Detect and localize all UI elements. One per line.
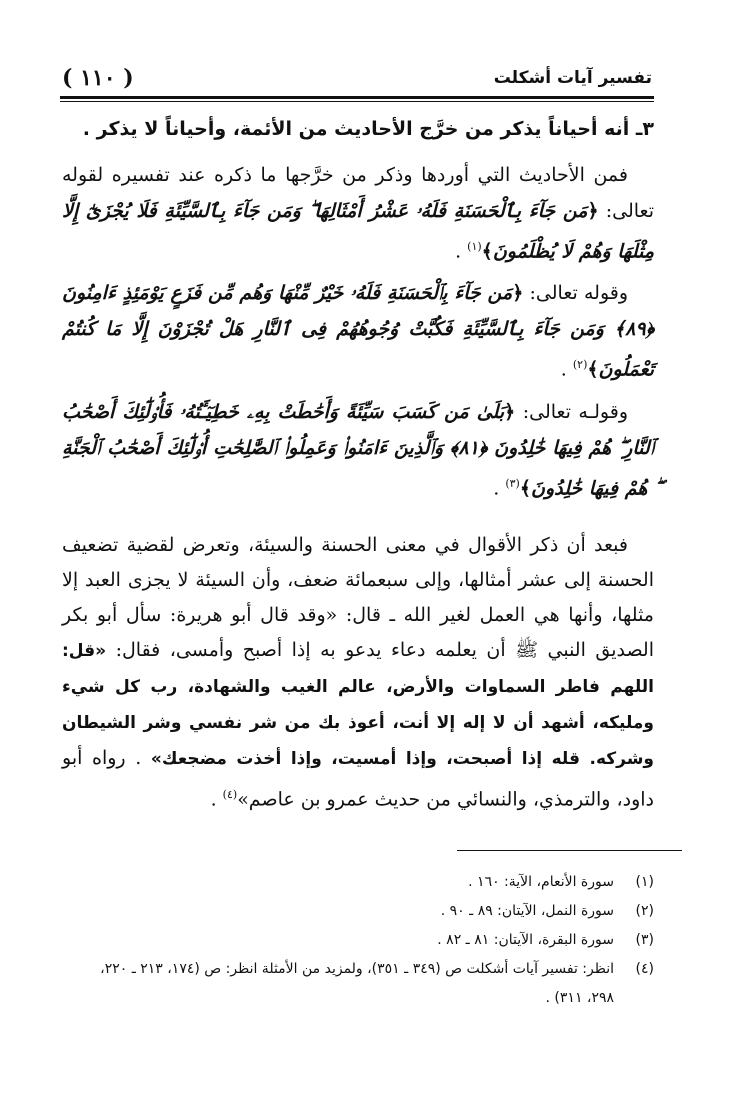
paragraph-2 (62, 275, 654, 387)
paragraph-2-intro: وقوله تعالى: (529, 282, 629, 305)
footnote-separator (457, 850, 682, 851)
paragraph-4 (62, 528, 654, 817)
header-rule-thin (60, 101, 654, 102)
section-heading: ٣ـ أنه أحياناً يذكر من خرَّج الأحاديث من الأئمة، وأحياناً لا يذكر . (82, 118, 654, 140)
verse-close-bracket: ﴾ (587, 358, 599, 381)
footnote-ref-3: (٣) (505, 476, 520, 490)
footnote-number: (٤) (635, 961, 654, 977)
paragraph-1 (62, 157, 654, 269)
footnote-ref-4: (٤) (222, 787, 238, 801)
paragraph-1-end: . (455, 240, 468, 263)
footnote-text: سورة الأنعام، الآية: ١٦٠ . (468, 874, 614, 890)
footnote-number: (٣) (635, 932, 654, 948)
quran-verse-2: مَن جَآءَ بِٱلْحَسَنَةِ فَلَهُۥ خَيْرٌ مِّنْهَا وَهُم مِّن فَزَعٍ يَوْمَئِذٍ ءَامِنُونَ ﴿٨٩﴾ وَمَن جَآءَ بِٱلسَّيِّئَةِ فَكُبَّتْ وُجُوهُهُمْ فِى ٱلنَّارِ هَلْ تُجْزَوْنَ إِلَّا مَا كُنتُمْ تَعْمَلُونَ (62, 282, 654, 381)
footnote-item (70, 926, 654, 955)
paragraph-4-citation: . رواه أبو داود، والترمذي، والنسائي من حديث عمرو بن عاصم» (62, 746, 654, 811)
footnote-item (70, 897, 654, 926)
footnote-ref-2: (٢) (572, 358, 588, 372)
page-header (62, 62, 652, 94)
running-title: تفسير آيات أشكلت (493, 68, 652, 88)
paragraph-4-end: . (210, 788, 223, 811)
page-number: ( ١١٠ ) (62, 65, 134, 91)
verse-close-bracket: ﴾ (481, 240, 493, 263)
main-text (62, 112, 654, 823)
paragraph-2-end: . (560, 358, 573, 381)
footnote-text: سورة النمل، الآيتان: ٨٩ ـ ٩٠ . (440, 903, 614, 919)
footnote-number: (٢) (635, 903, 654, 919)
footnote-item (70, 955, 654, 1013)
footnote-text: انظر: تفسير آيات أشكلت ص (٣٤٩ ـ ٣٥١)، ولمزيد من الأمثلة انظر: ص (١٧٤، ٢١٣ ـ ٢٢٠، ٢٩٨، ٣١١) . (100, 961, 614, 1006)
footnote-ref-1: (١) (467, 240, 482, 253)
paragraph-4-text: فبعد أن ذكر الأقوال في معنى الحسنة والسيئة، وتعرض لقضية تضعيف الحسنة إلى عشر أمثالها، وإلى سبعمائة ضعف، وأن السيئة لا يجزى العبد إلا مثلها، وأنها هي العمل لغير الله ـ قال: «وقد قال أبو هريرة: سأل أبو بكر الصديق النبي ﷺ أن يعلمه دعاء يدعو به إذا أصبح وأمسى، فقال: (62, 533, 654, 661)
verse-open-bracket: ﴿ (504, 400, 516, 423)
footnote-text: سورة البقرة، الآيتان: ٨١ ـ ٨٢ . (437, 932, 614, 948)
verse-open-bracket: ﴿ (512, 282, 524, 305)
quran-verse-1: مَن جَآءَ بِٱلْحَسَنَةِ فَلَهُۥ عَشْرُ أَمْثَالِهَا ۖ وَمَن جَآءَ بِٱلسَّيِّئَةِ فَلَا يُجْزَىٰٓ إِلَّا مِثْلَهَا وَهُمْ لَا يُظْلَمُونَ (62, 200, 654, 263)
quran-verse-3: بَلَىٰ مَن كَسَبَ سَيِّئَةً وَأَحَٰطَتْ بِهِۦ خَطِيٓـَٔتُهُۥ فَأُو۟لَٰٓئِكَ أَصْحَٰبُ ٱلنَّارِ ۖ هُمْ فِيهَا خَٰلِدُونَ ﴿٨١﴾ وَٱلَّذِينَ ءَامَنُوا۟ وَعَمِلُوا۟ ٱلصَّٰلِحَٰتِ أُو۟لَٰٓئِكَ أَصْحَٰبُ ٱلْجَنَّةِ ۖ هُمْ فِيهَا خَٰلِدُونَ (62, 400, 654, 499)
paragraph-1-intro: فمن الأحاديث التي أوردها وذكر من خرَّجها ما ذكره عند تفسيره لقوله تعالى: (62, 164, 654, 222)
footnote-item (70, 868, 654, 897)
hadith-quote: «قل: اللهم فاطر السماوات والأرض، عالم الغيب والشهادة، رب كل شيء ومليكه، أشهد أن لا إله إلا أنت، أعوذ بك من شر نفسي وشر الشيطان وشركه. قله إذا أصبحت، وإذا أمسيت، وإذا أخذت مضجعك» (62, 640, 654, 769)
paragraph-3-end: . (493, 476, 506, 499)
verse-close-bracket: ﴾ (519, 476, 531, 499)
paragraph-3-intro: وقولـه تعالى: (522, 400, 628, 423)
footnotes (70, 868, 654, 1013)
footnote-number: (١) (635, 874, 654, 890)
verse-open-bracket: ﴿ (587, 200, 599, 222)
paragraph-3 (62, 394, 654, 506)
spacer (62, 512, 654, 528)
header-rule (60, 96, 654, 99)
